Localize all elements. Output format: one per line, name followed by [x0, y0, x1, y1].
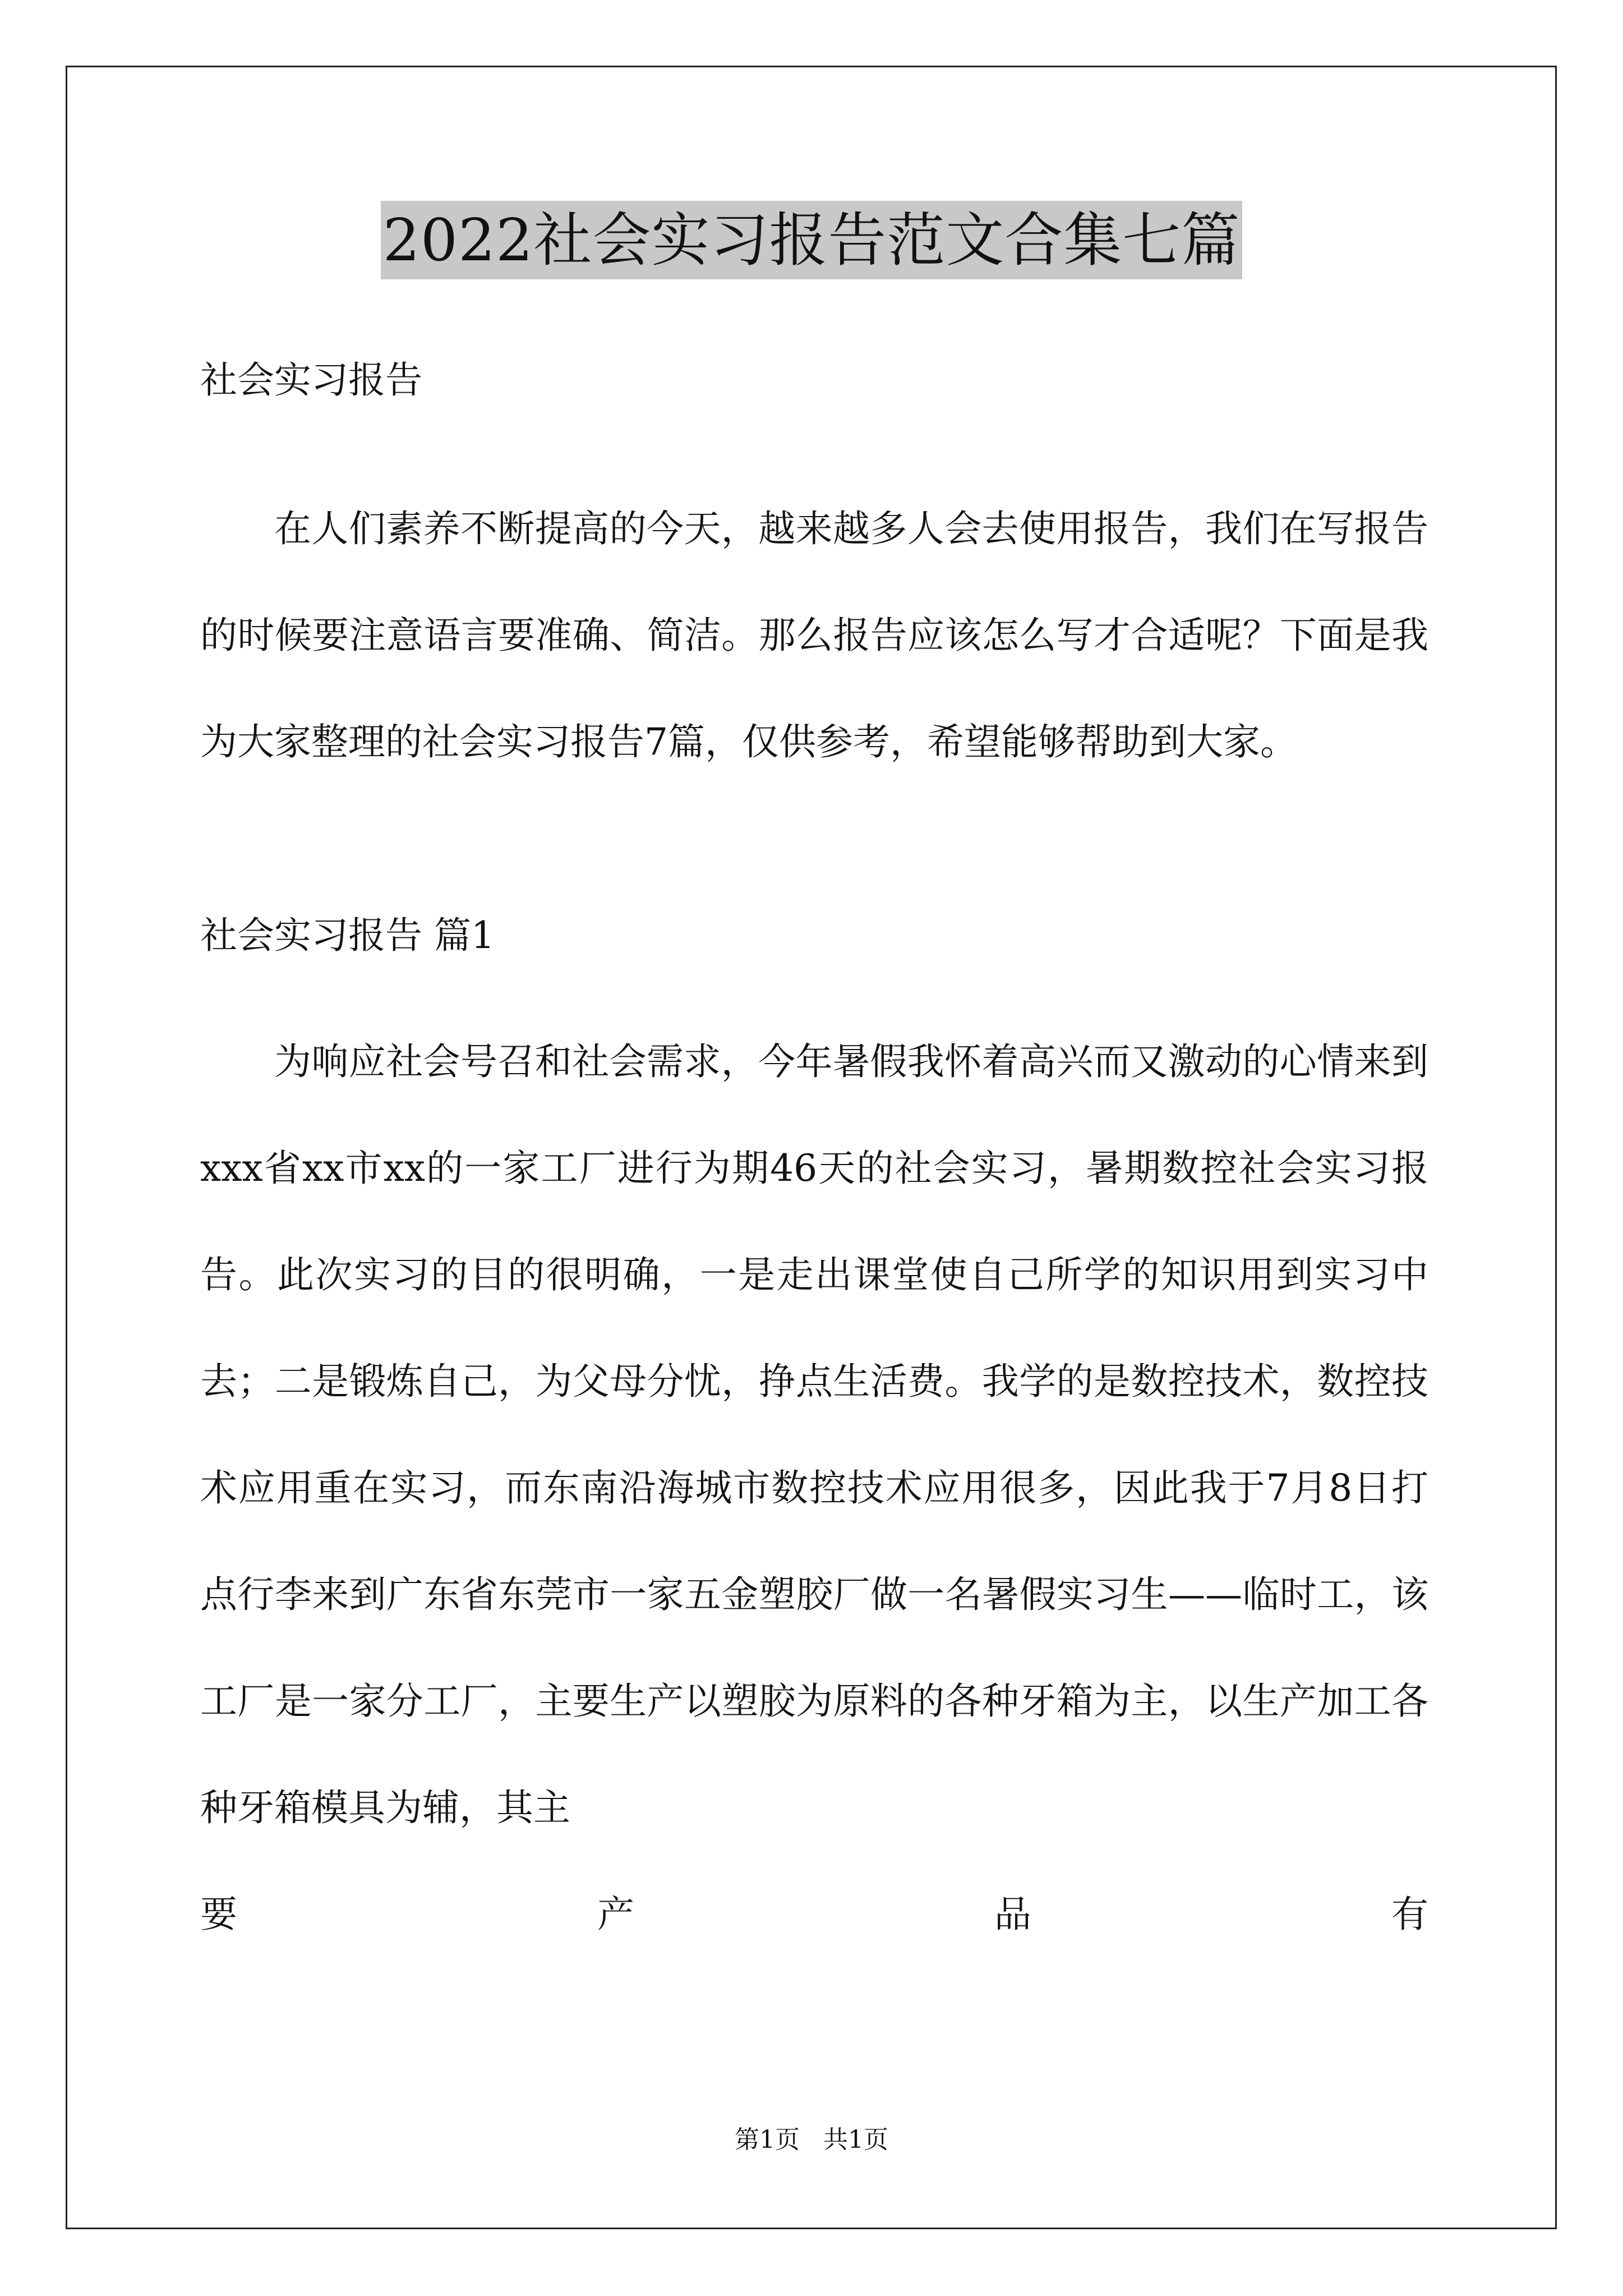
last-line-char: 品 [994, 1893, 1031, 1936]
section1-paragraph: 为响应社会号召和社会需求，今年暑假我怀着高兴而又激动的心情来到xxx省xx市xx的一家工厂进行为期46天的社会实习，暑期数控社会实习报告。此次实习的目的很明确，一是走出课堂使自己所学的知识用到实习中去；二是锻炼自己，为父母分忧，挣点生活费。我学的是数控技术，数控技术应用重在实习，而东南沿海城市数控技术应用很多，因此我于7月8日打点行李来到广东省东莞市一家五金塑胶厂做一名暑假实习生——临时工，该工厂是一家分工厂，主要生产以塑胶为原料的各种牙箱为主，以生产加工各种牙箱模具为辅，其主 [200, 1040, 1428, 1829]
section1-last-line [200, 1861, 1428, 1968]
document-body [200, 347, 1428, 1968]
document-title: 2022社会实习报告范文合集七篇 [381, 201, 1243, 279]
last-line-char: 有 [1391, 1893, 1428, 1936]
title-container [0, 201, 1623, 279]
last-line-char: 要 [200, 1893, 237, 1936]
intro-heading: 社会实习报告 [200, 358, 422, 402]
section1-heading: 社会实习报告 篇1 [200, 914, 495, 957]
last-line-char: 产 [597, 1893, 634, 1936]
page-footer: 第1页 共1页 [735, 2125, 888, 2154]
intro-paragraph: 在人们素养不断提高的今天，越来越多人会去使用报告，我们在写报告的时候要注意语言要准确、简洁。那么报告应该怎么写才合适呢？下面是我为大家整理的社会实习报告7篇，仅供参考，希望能够帮助到大家。 [200, 507, 1428, 763]
